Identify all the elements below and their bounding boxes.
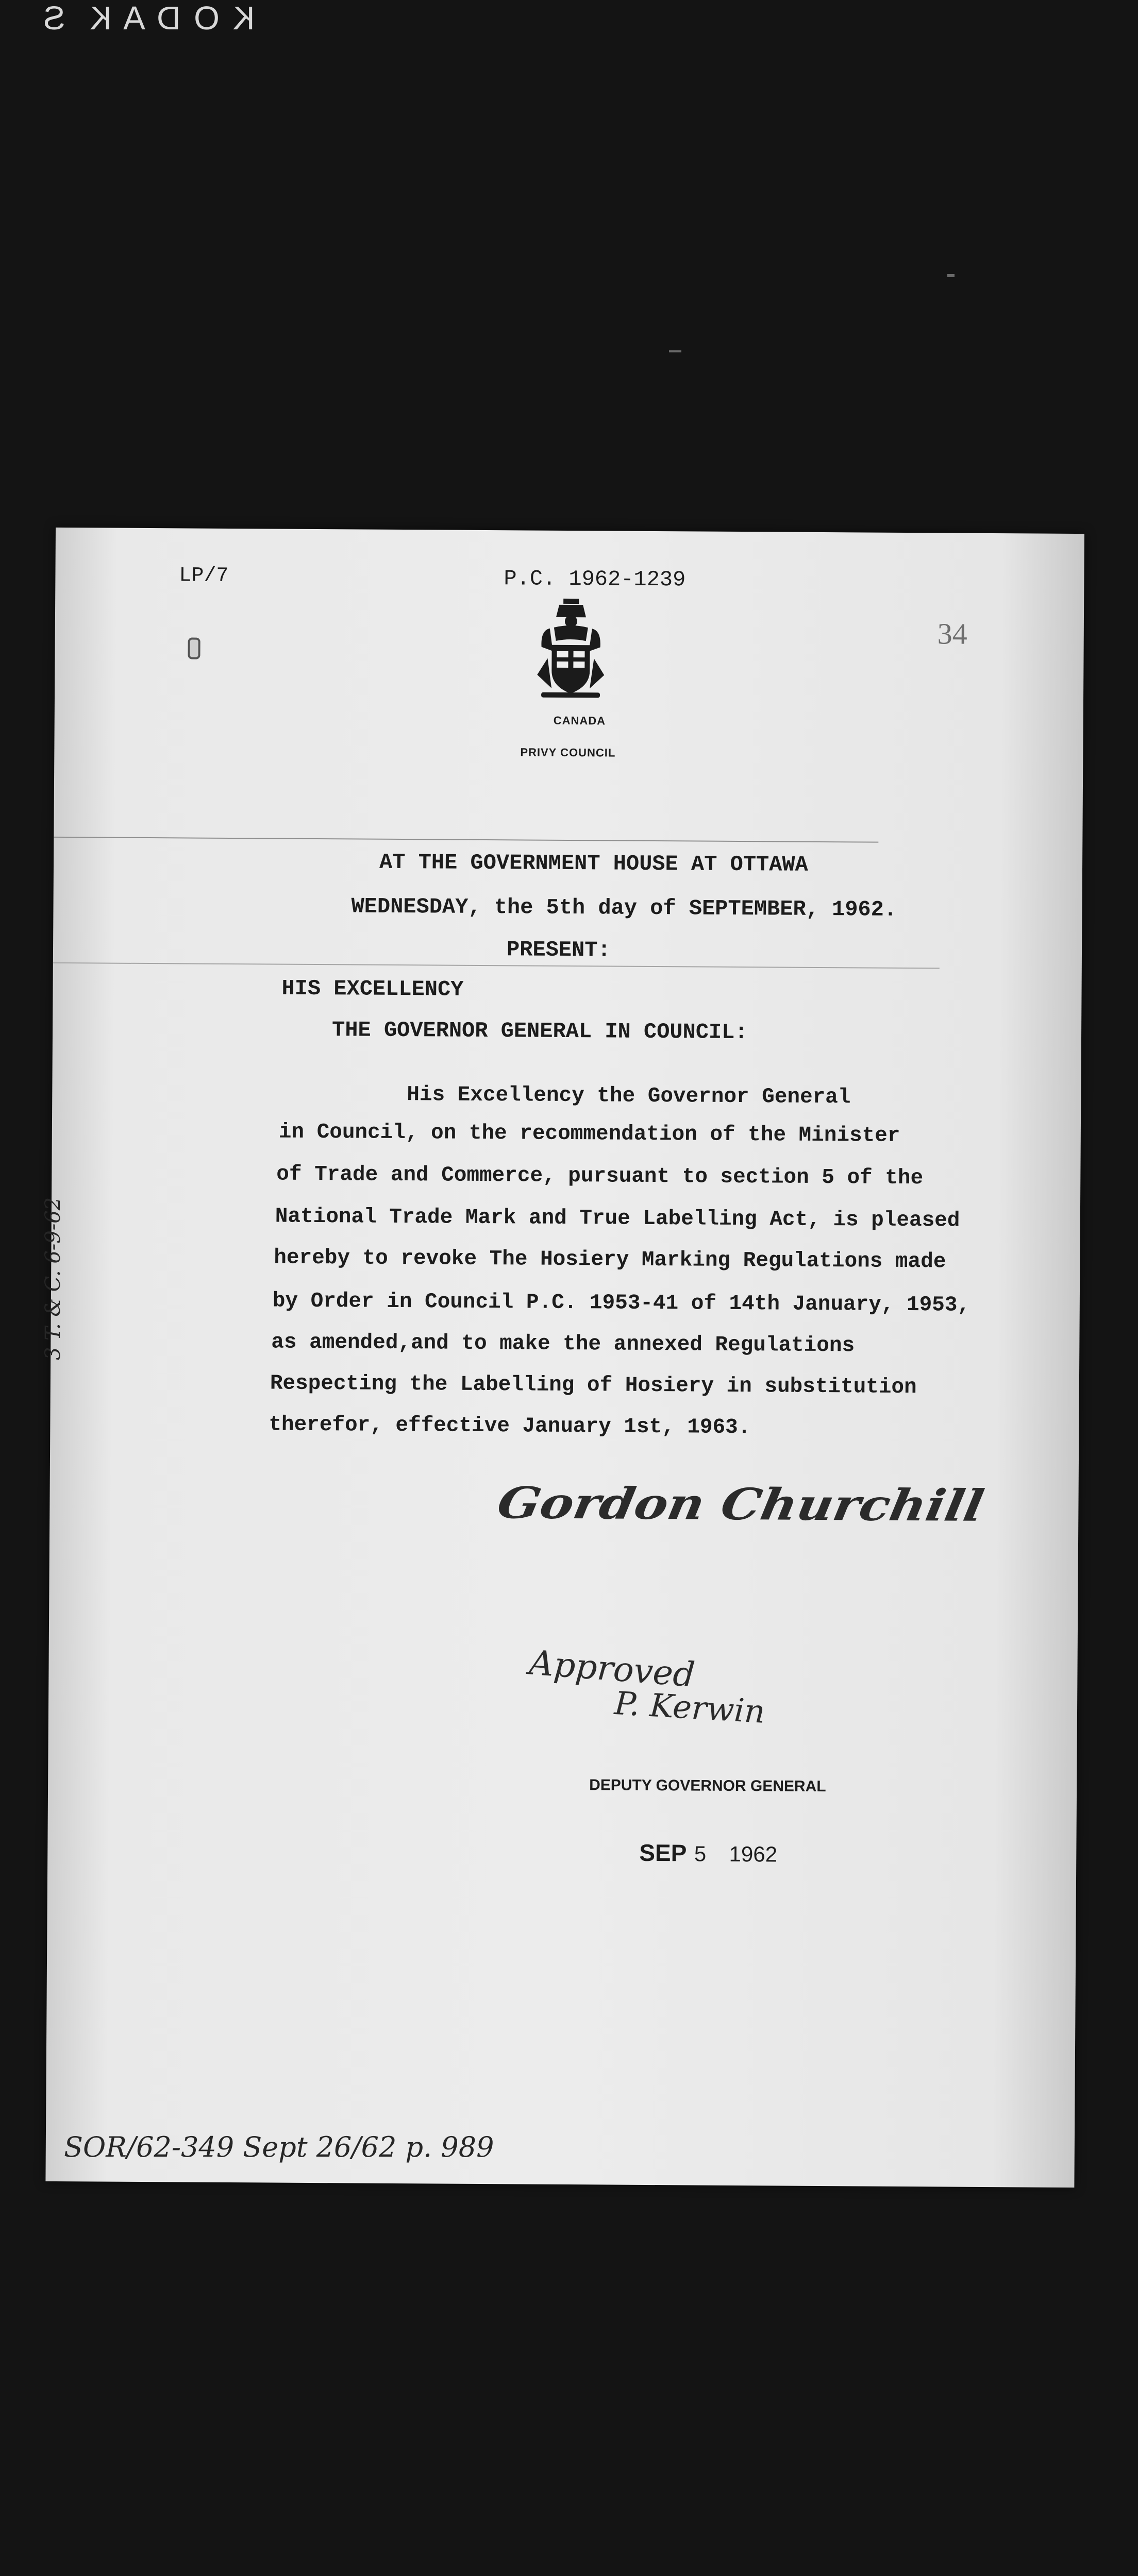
body-line: National Trade Mark and True Labelling Act, is pleased — [275, 1205, 960, 1233]
body-line: of Trade and Commerce, pursuant to section 5 of the — [276, 1162, 924, 1191]
date-stamp-year: 1962 — [729, 1841, 778, 1867]
body-line: Respecting the Labelling of Hosiery in substitution — [270, 1371, 917, 1400]
date-stamp — [639, 1839, 777, 1868]
body-line: therefor, effective January 1st, 1963. — [269, 1413, 751, 1440]
clerk-signature: Gordon Churchill — [493, 1477, 988, 1531]
body-line: His Excellency the Governor General — [407, 1083, 851, 1110]
present-heading: PRESENT: — [506, 937, 611, 963]
body-line: in Council, on the recommendation of the Minister — [278, 1120, 900, 1148]
body-line: as amended,and to make the annexed Regulations — [271, 1330, 855, 1358]
header-rule-bottom — [53, 962, 940, 969]
film-edge-mark: K O D A K S — [41, 0, 255, 37]
film-speck — [669, 350, 681, 352]
place-heading: AT THE GOVERNMENT HOUSE AT OTTAWA — [379, 850, 808, 877]
footer-note: SOR/62-349 Sept 26/62 p. 989 — [64, 2131, 494, 2163]
page-number-stamp: 34 — [937, 617, 967, 651]
punch-hole-mark — [188, 637, 200, 659]
film-speck — [947, 274, 955, 277]
body-line: hereby to revoke The Hosiery Marking Regulations made — [274, 1246, 946, 1274]
reference-code: LP/7 — [179, 564, 229, 588]
date-stamp-month: SEP — [639, 1839, 687, 1867]
salutation-line-2: THE GOVERNOR GENERAL IN COUNCIL: — [331, 1018, 748, 1045]
margin-note: 3 T. & C. 6-9-62 — [41, 1197, 65, 1360]
date-stamp-day: 5 — [694, 1841, 707, 1866]
approval-signature: P. Kerwin — [613, 1684, 766, 1731]
body-line: by Order in Council P.C. 1953-41 of 14th January, 1953, — [272, 1289, 970, 1317]
approval-note: Approved — [528, 1642, 697, 1695]
date-heading: WEDNESDAY, the 5th day of SEPTEMBER, 1962. — [351, 894, 897, 922]
crest-subcaption: PRIVY COUNCIL — [520, 745, 616, 759]
coat-of-arms-icon — [532, 598, 610, 701]
order-number: P.C. 1962-1239 — [504, 566, 686, 592]
crest-caption: CANADA — [553, 714, 606, 727]
signature-title: DEPUTY GOVERNOR GENERAL — [589, 1776, 826, 1795]
document-page — [45, 528, 1084, 2188]
salutation-line-1: HIS EXCELLENCY — [281, 976, 464, 1002]
header-rule-top — [54, 837, 878, 843]
